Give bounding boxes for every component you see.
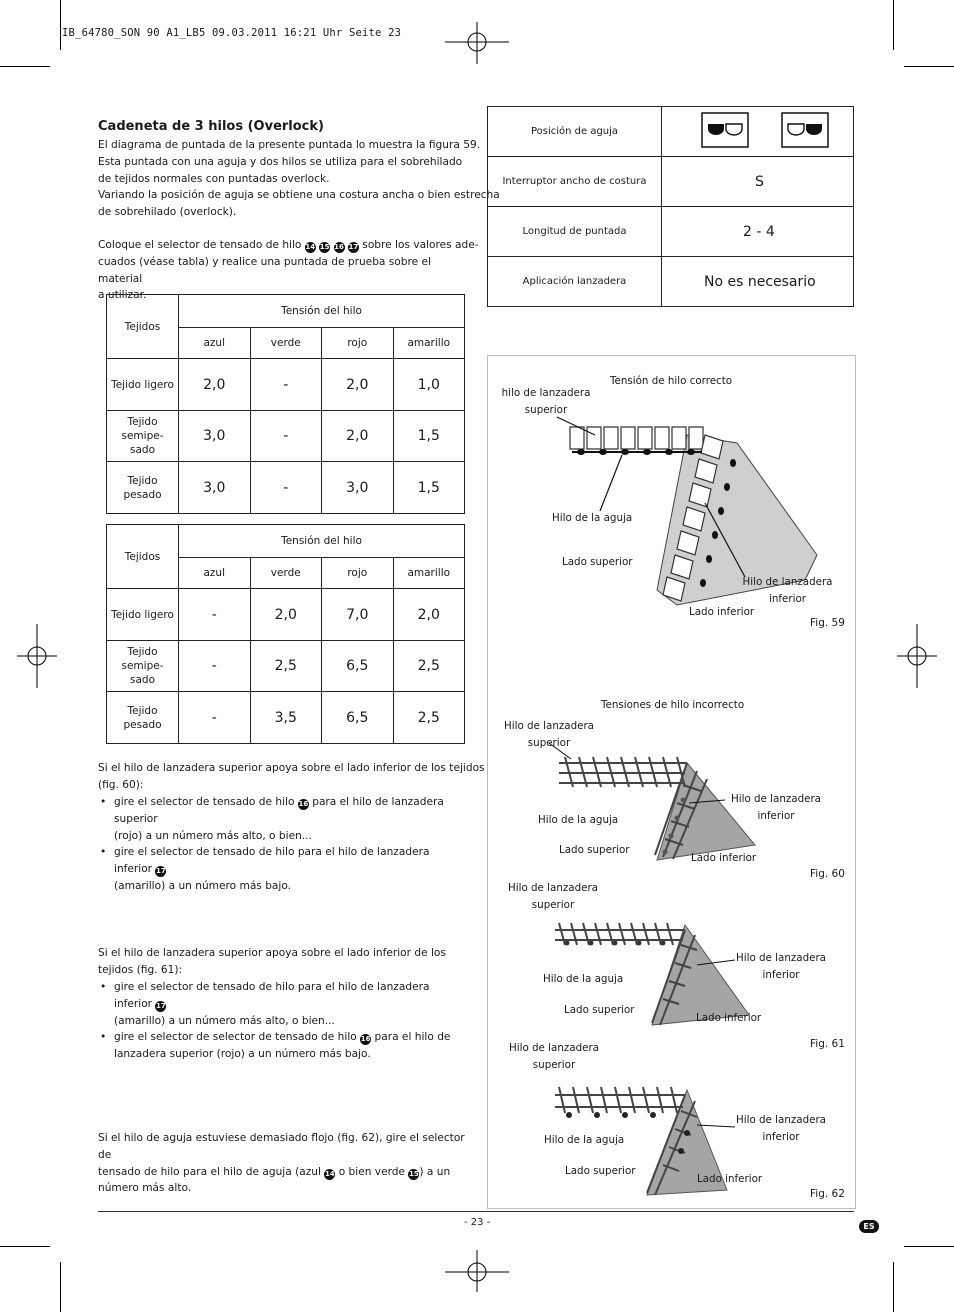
col-header: azul <box>179 328 251 359</box>
fig59-top-side-label: Lado superior <box>562 556 633 568</box>
paragraph-fig62: Si el hilo de aguja estuviese demasiado flojo (fig. 62), gire el selector de tensado de hilo para el hilo de aguja (azul 14 o bien verde 15) a un número más alto. <box>98 1132 465 1195</box>
footer-rule <box>98 1211 854 1212</box>
fig60-lower-label: Hilo de lanzadera inferior <box>730 793 821 822</box>
header-tension: Tensión del hilo <box>179 525 465 558</box>
cell-value: 3,0 <box>179 462 251 514</box>
fig59-upper-label: hilo de lanzadera superior <box>501 387 591 416</box>
fig62-bottom-side-label: Lado inferior <box>697 1173 763 1185</box>
tension-table-2 <box>106 524 465 744</box>
cell-value: 2,0 <box>250 589 322 641</box>
fig61-needle-label: Hilo de la aguja <box>543 973 624 985</box>
instruction-text: Coloque el selector de tensado de hilo <box>98 239 302 251</box>
marker-16: 16 <box>360 1035 371 1044</box>
fig61-lower-label: Hilo de lanzadera inferior <box>735 952 826 981</box>
fig62-top-side-label: Lado superior <box>565 1165 636 1177</box>
col-header: amarillo <box>393 558 465 589</box>
cell-value: 1,5 <box>393 462 465 514</box>
col-header: rojo <box>322 328 394 359</box>
fig59-title: Tensión de hilo correcto <box>610 375 733 387</box>
cell-value: - <box>179 641 251 692</box>
intro-line: Variando la posición de aguja se obtiene una costura ancha o bien estrecha <box>98 189 500 202</box>
language-badge: ES <box>859 1220 879 1233</box>
paragraph-fig61: Si el hilo de lanzadera superior apoya sobre el lado inferior de los tejidos (fig. 61): <box>98 947 446 976</box>
needle-position-icon <box>700 111 830 149</box>
cell-value: 7,0 <box>322 589 394 641</box>
marker-17: 17 <box>156 867 166 876</box>
fig59-bottom-side-label: Lado inferior <box>689 606 755 618</box>
fig59-lower-label: Hilo de lanzadera inferior <box>742 576 833 605</box>
cell-value: 3,0 <box>179 411 251 462</box>
table-row <box>488 157 854 207</box>
row-label: Tejido pesado <box>107 462 179 514</box>
fig60-needle-label: Hilo de la aguja <box>538 814 619 826</box>
col-header: verde <box>250 558 322 589</box>
bullet-list-fig61 <box>98 979 470 1063</box>
row-label: Tejido pesado <box>107 692 179 744</box>
header-tejidos: Tejidos <box>107 525 179 589</box>
marker-15: 15 <box>409 1169 419 1178</box>
instruction-text: a utilizar. <box>98 289 147 302</box>
cell-value: - <box>250 359 322 411</box>
row-label: Tejido semipe- sado <box>107 411 179 462</box>
fig61-bottom-side-label: Lado inferior <box>696 1012 762 1024</box>
marker-17: 17 <box>156 1001 166 1010</box>
page-number: - 23 - <box>464 1217 491 1228</box>
cell-value: - <box>250 462 322 514</box>
intro-line: El diagrama de puntada de la presente puntada lo muestra la figura 59. <box>98 139 481 151</box>
list-item: • gire el selector de tensado de hilo para el hilo de lanzadera inferior 17 (amarillo) a un número más alto, o bien... <box>98 979 470 1029</box>
intro-paragraph <box>98 137 500 221</box>
paragraph-fig60: Si el hilo de lanzadera superior apoya sobre el lado inferior de los tejidos (fig. 60): <box>98 762 485 791</box>
fig59-needle-label: Hilo de la aguja <box>552 512 633 524</box>
row-label: Tejido semipe- sado <box>107 641 179 692</box>
fig60-upper-label: Hilo de lanzadera superior <box>503 720 594 749</box>
cell-value: 2,5 <box>250 641 322 692</box>
marker-15: 15 <box>319 243 330 251</box>
marker-14: 14 <box>305 243 316 251</box>
cell-value: 1,0 <box>393 359 465 411</box>
table-row <box>488 257 854 307</box>
intro-line: de tejidos normales con puntadas overlock. <box>98 172 330 185</box>
fig61-number: Fig. 61 <box>810 1038 845 1050</box>
cell-value: 2,0 <box>322 411 394 462</box>
fig59-number: Fig. 59 <box>810 617 845 629</box>
list-item: • gire el selector de selector de tensado de hilo 16 para el hilo de lanzadera superior (rojo) a un número más bajo. <box>98 1029 470 1063</box>
bullet-list-fig60 <box>98 794 470 895</box>
col-header: verde <box>250 328 322 359</box>
fig60-number: Fig. 60 <box>810 868 845 880</box>
cell-value: 3,0 <box>322 462 394 514</box>
cell-value: 2,0 <box>393 589 465 641</box>
print-header: IB_64780_SON 90 A1_LB5 09.03.2011 16:21 Uhr Seite 23 <box>62 27 402 39</box>
table-row <box>107 411 465 462</box>
setting-value: 2 - 4 <box>662 207 854 257</box>
table-row <box>107 359 465 411</box>
instruction-text: cuados (véase tabla) y realice una puntada de prueba sobre el material <box>98 255 431 285</box>
table-row <box>488 207 854 257</box>
setting-key: Longitud de puntada <box>488 207 662 257</box>
table-row <box>488 107 854 157</box>
marker-16: 16 <box>334 243 344 251</box>
cell-value: - <box>179 589 251 641</box>
fig61-top-side-label: Lado superior <box>564 1004 635 1016</box>
intro-line: Esta puntada con una aguja y dos hilos se utiliza para el sobrehilado <box>98 155 463 168</box>
cell-value: 2,0 <box>322 359 394 411</box>
setting-value: S <box>662 157 854 207</box>
fig60-top-side-label: Lado superior <box>559 844 630 856</box>
header-tension: Tensión del hilo <box>179 295 465 328</box>
cell-value: 6,5 <box>322 641 394 692</box>
marker-17: 17 <box>348 243 359 251</box>
col-header: azul <box>179 558 251 589</box>
fig62-number: Fig. 62 <box>810 1188 845 1200</box>
setting-value: No es necesario <box>662 257 854 307</box>
row-label: Tejido ligero <box>107 359 179 411</box>
cell-value: - <box>179 692 251 744</box>
cell-value: 1,5 <box>393 411 465 462</box>
needle-position-icons <box>662 107 854 157</box>
col-header: rojo <box>322 558 394 589</box>
fig62-lower-label: Hilo de lanzadera inferior <box>735 1114 826 1143</box>
cell-value: 6,5 <box>322 692 394 744</box>
section-title: Cadeneta de 3 hilos (Overlock) <box>98 119 324 134</box>
setting-key: Posición de aguja <box>488 107 662 157</box>
table-row <box>107 641 465 692</box>
cell-value: 2,5 <box>393 641 465 692</box>
list-item: • gire el selector de tensado de hilo 16 para el hilo de lanzadera superior (rojo) a un número más alto, o bien... <box>98 794 470 844</box>
cell-value: 3,5 <box>250 692 322 744</box>
instruction-text: sobre los valores ade- <box>362 239 479 251</box>
cell-value: - <box>250 411 322 462</box>
fig62-upper-label: Hilo de lanzadera superior <box>508 1042 599 1071</box>
table-row <box>107 692 465 744</box>
row-label: Tejido ligero <box>107 589 179 641</box>
cell-value: 2,0 <box>179 359 251 411</box>
table-row <box>107 589 465 641</box>
header-tejidos: Tejidos <box>107 295 179 359</box>
list-item: • gire el selector de tensado de hilo para el hilo de lanzadera inferior 17 (amarillo) a un número más bajo. <box>98 844 470 894</box>
setting-key: Interruptor ancho de costura <box>488 157 662 207</box>
marker-14: 14 <box>324 1169 335 1178</box>
col-header: amarillo <box>393 328 465 359</box>
fig62-needle-label: Hilo de la aguja <box>544 1134 625 1146</box>
stitch-illustrations <box>487 355 854 1207</box>
setting-key: Aplicación lanzadera <box>488 257 662 307</box>
tension-table-1 <box>106 294 465 514</box>
fig60-bottom-side-label: Lado inferior <box>691 852 757 864</box>
intro-line: de sobrehilado (overlock). <box>98 206 237 219</box>
fig61-upper-label: Hilo de lanzadera superior <box>507 882 598 911</box>
cell-value: 2,5 <box>393 692 465 744</box>
table-row <box>107 462 465 514</box>
fig60-title: Tensiones de hilo incorrecto <box>601 699 745 711</box>
settings-table <box>487 106 854 307</box>
marker-16: 16 <box>298 800 309 808</box>
